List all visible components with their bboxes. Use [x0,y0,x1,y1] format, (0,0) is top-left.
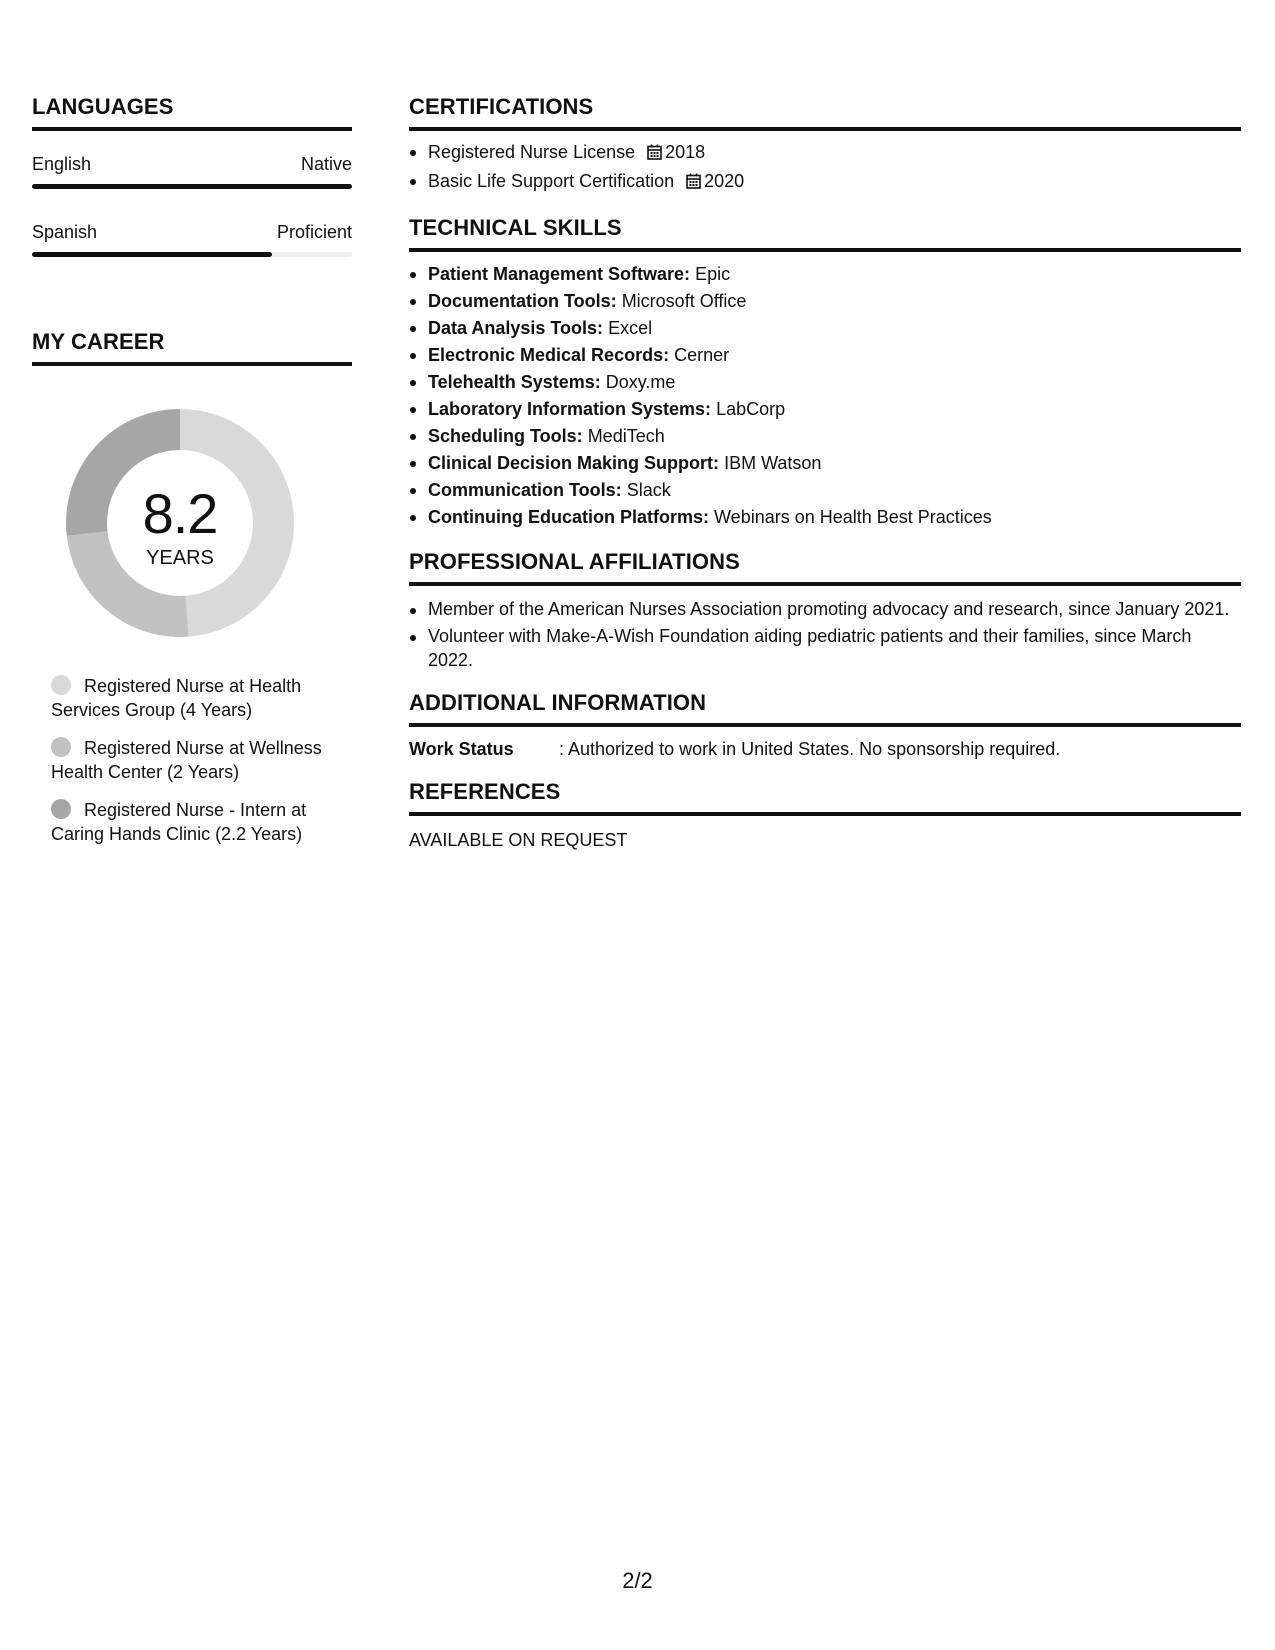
career-donut-chart [65,408,295,638]
skill-item [409,423,1241,450]
skill-value: IBM Watson [724,453,822,473]
skill-label: Scheduling Tools: [428,426,583,446]
skill-item [409,396,1241,423]
section-title-affiliations: PROFESSIONAL AFFILIATIONS [409,549,1241,586]
legend-item [51,736,352,784]
certifications-section [409,94,1241,197]
skill-label: Communication Tools: [428,480,622,500]
language-level: Proficient [276,222,352,242]
section-title-additional: ADDITIONAL INFORMATION [409,690,1241,727]
skill-label: Documentation Tools: [428,291,617,311]
references-text: AVAILABLE ON REQUEST [409,830,628,850]
skill-value: Excel [608,318,653,338]
certification-year: 2020 [704,171,745,191]
calendar-icon [686,170,701,197]
legend-dot [51,799,71,819]
section-title-skills: TECHNICAL SKILLS [409,215,1241,252]
language-name: Spanish [32,222,98,242]
skill-item [409,261,1241,288]
skill-label: Clinical Decision Making Support: [428,453,720,473]
skill-value: Microsoft Office [621,291,747,311]
career-section [32,329,352,846]
languages-section [32,94,352,257]
legend-label: Registered Nurse - Intern at Caring Hands Clinic (2.2 Years) [51,800,307,844]
work-status-label: Work Status [409,739,514,759]
skill-value: Doxy.me [605,372,676,392]
skill-item [409,504,1241,531]
section-title-references: REFERENCES [409,779,1241,816]
skill-item [409,315,1241,342]
career-total-years: 8.2 [142,482,218,545]
work-status-value: : Authorized to work in United States. No sponsorship required. [559,739,1061,759]
affiliations-list [409,597,1241,672]
affiliation-item: Volunteer with Make-A-Wish Foundation aiding pediatric patients and their families, since March 2022. [409,624,1241,672]
skills-section [409,215,1241,531]
certification-item [409,139,1241,168]
legend-dot [51,737,71,757]
skill-value: Slack [626,480,671,500]
certification-item [409,168,1241,197]
skill-item [409,477,1241,504]
language-proficiency-bar [32,252,352,257]
skill-item [409,369,1241,396]
section-title-certifications: CERTIFICATIONS [409,94,1241,131]
skill-value: Webinars on Health Best Practices [714,507,992,527]
legend-label: Registered Nurse at Wellness Health Center (2 Years) [51,738,322,782]
certification-year: 2018 [665,142,706,162]
language-proficiency-bar [32,184,352,189]
language-name: English [32,154,92,174]
skill-label: Telehealth Systems: [428,372,601,392]
legend-dot [51,675,71,695]
additional-info-section [409,690,1241,761]
legend-item [51,798,352,846]
section-title-languages: LANGUAGES [32,94,352,131]
skill-value: Epic [695,264,731,284]
certification-name: Basic Life Support Certification [428,171,675,191]
skill-label: Laboratory Information Systems: [428,399,712,419]
right-column [409,94,1241,852]
skill-label: Data Analysis Tools: [428,318,604,338]
language-proficiency-fill [32,184,352,189]
calendar-icon [647,141,662,168]
left-column [32,94,352,860]
affiliation-item: Member of the American Nurses Association promoting advocacy and research, since January 2021. [409,597,1241,621]
skill-value: Cerner [674,345,730,365]
work-status-row [409,737,1241,761]
references-section [409,779,1241,852]
skill-value: MediTech [587,426,665,446]
language-item [32,153,352,189]
skill-item [409,342,1241,369]
skill-label: Continuing Education Platforms: [428,507,709,527]
skill-label: Patient Management Software: [428,264,691,284]
career-years-unit: YEARS [146,547,214,569]
certification-name: Registered Nurse License [428,142,636,162]
skills-list [409,261,1241,531]
skill-label: Electronic Medical Records: [428,345,670,365]
skill-item [409,288,1241,315]
page-number: 2/2 [622,1568,653,1593]
language-level: Native [300,154,352,174]
career-legend [51,674,352,846]
skill-value: LabCorp [716,399,786,419]
section-title-career: MY CAREER [32,329,352,366]
language-item [32,221,352,257]
skill-item [409,450,1241,477]
certification-list [409,139,1241,197]
affiliations-section [409,549,1241,672]
legend-item [51,674,352,722]
legend-label: Registered Nurse at Health Services Group (4 Years) [51,676,302,720]
language-proficiency-fill [32,252,272,257]
